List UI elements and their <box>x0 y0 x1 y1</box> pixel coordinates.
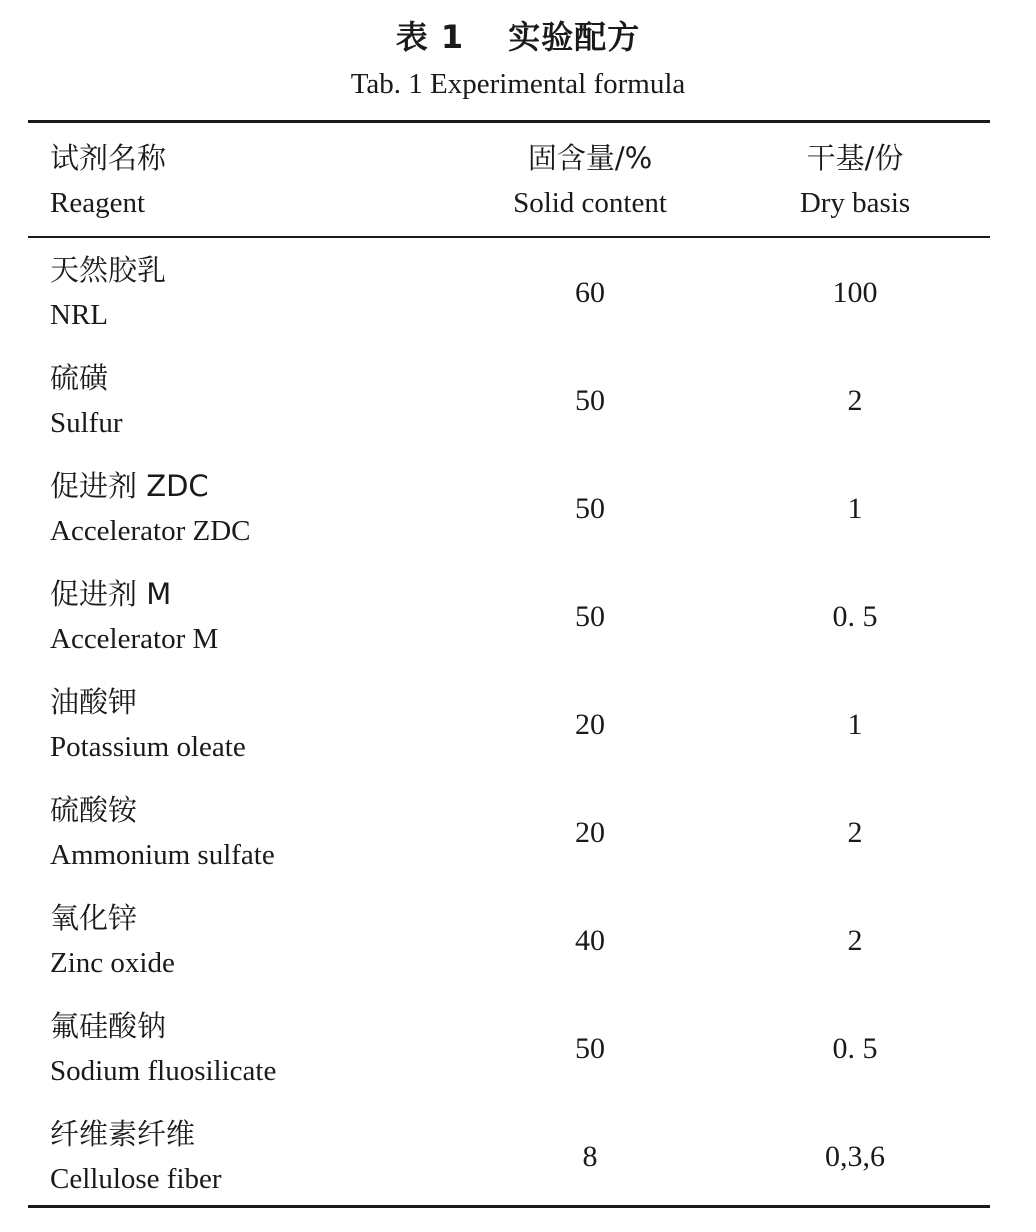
bottom-rule <box>28 1205 990 1208</box>
reagent-cell: 促进剂 ZDC Accelerator ZDC <box>50 469 251 547</box>
solid-content-cell: 40 <box>575 924 605 957</box>
dry-basis-cell: 0. 5 <box>832 600 878 633</box>
dry-basis-cell: 2 <box>847 384 863 417</box>
reagent-cell: 促进剂 M Accelerator M <box>50 577 219 655</box>
reagent-cell: 氧化锌 Zinc oxide <box>50 901 175 979</box>
dry-basis-cell: 1 <box>847 492 863 525</box>
table-label: 表 1 <box>395 18 465 56</box>
dry-basis-cell: 2 <box>847 816 863 849</box>
table-row <box>0 356 1036 464</box>
reagent-cell: 天然胶乳 NRL <box>50 253 167 331</box>
header-rule <box>28 236 990 238</box>
reagent-cell: 纤维素纤维 Cellulose fiber <box>50 1117 222 1195</box>
table-row <box>0 1112 1036 1220</box>
reagent-cell: 硫酸铵 Ammonium sulfate <box>50 793 275 871</box>
solid-content-cell: 60 <box>575 276 605 309</box>
solid-content-cell: 50 <box>575 492 605 525</box>
table-row <box>0 896 1036 1004</box>
table-title-zh: 实验配方 <box>508 18 641 56</box>
header-reagent: 试剂名称 Reagent <box>50 141 167 219</box>
table-row <box>0 464 1036 572</box>
solid-content-cell: 50 <box>575 600 605 633</box>
table-row <box>0 1004 1036 1112</box>
dry-basis-cell: 0. 5 <box>832 1032 878 1065</box>
dry-basis-cell: 1 <box>847 708 863 741</box>
reagent-cell: 氟硅酸钠 Sodium fluosilicate <box>50 1009 277 1087</box>
table-row <box>0 788 1036 896</box>
solid-content-cell: 50 <box>575 384 605 417</box>
dry-basis-cell: 0,3,6 <box>825 1140 885 1173</box>
solid-content-cell: 8 <box>582 1140 598 1173</box>
solid-content-cell: 20 <box>575 816 605 849</box>
table-caption-en: Tab. 1 Experimental formula <box>350 68 686 100</box>
table-row <box>0 572 1036 680</box>
dry-basis-cell: 2 <box>847 924 863 957</box>
header-dry-basis: 干基/份 Dry basis <box>799 141 911 219</box>
table-header-row <box>0 136 1036 228</box>
solid-content-cell: 50 <box>575 1032 605 1065</box>
reagent-cell: 硫磺 Sulfur <box>50 361 123 439</box>
table-row <box>0 680 1036 788</box>
table-caption-zh <box>0 12 1036 58</box>
reagent-cell: 油酸钾 Potassium oleate <box>50 685 246 763</box>
table-row <box>0 248 1036 356</box>
top-rule <box>28 120 990 123</box>
header-solid-content: 固含量/% Solid content <box>513 141 667 219</box>
solid-content-cell: 20 <box>575 708 605 741</box>
dry-basis-cell: 100 <box>832 276 878 309</box>
